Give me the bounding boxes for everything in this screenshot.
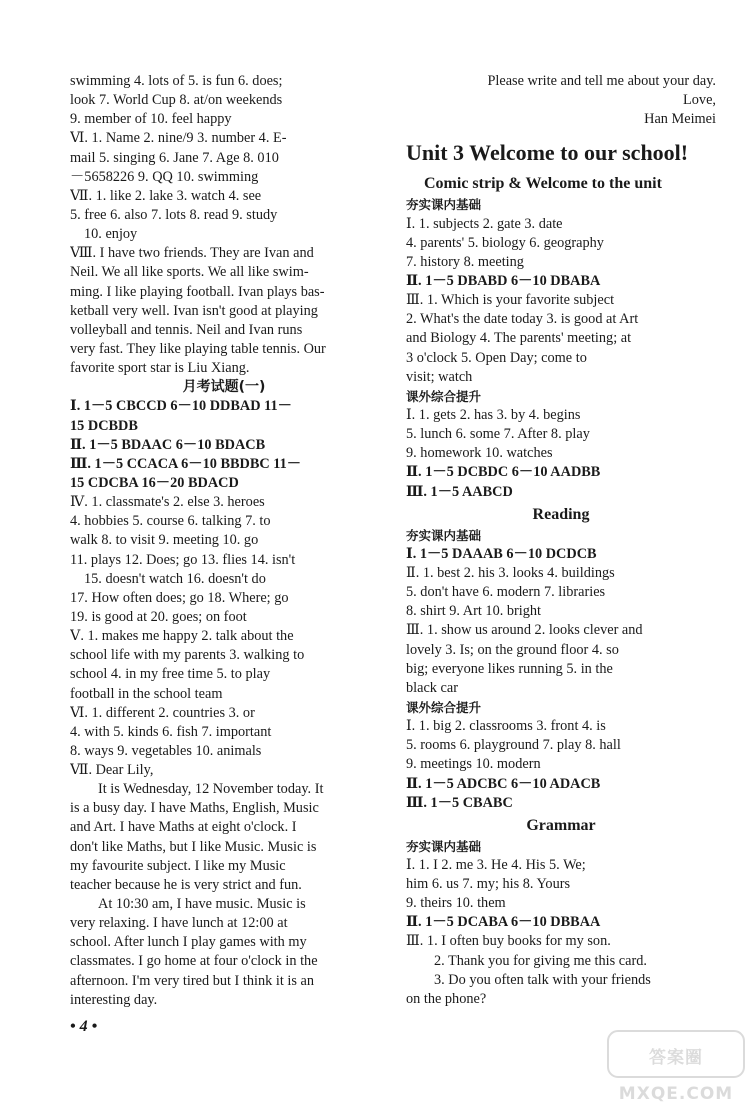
answer-line: 5. free 6. also 7. lots 8. read 9. study [70,206,278,223]
answer-line: Reading [532,505,590,523]
answer-line: 3. Do you often talk with your friends [434,971,651,988]
answer-line: Ⅲ. 1－5 AABCD [406,483,513,500]
answer-line: 4. with 5. kinds 6. fish 7. important [70,723,272,740]
answer-line: Ⅵ. 1. different 2. countries 3. or [70,704,255,721]
answer-line: my favourite subject. I like my Music [70,857,286,874]
left-column [70,72,378,1010]
answer-line: 课外综合提升 [406,388,482,404]
watermark-title: 答案圈 [649,1048,703,1068]
answer-line: very fast. They like playing table tennis. Our [70,340,326,357]
answer-line: school 4. in my free time 5. to play [70,666,271,683]
answer-line: and Biology 4. The parents' meeting; at [406,330,632,347]
answer-line: school. After lunch I play games with my [70,934,307,951]
answer-line: walk 8. to visit 9. meeting 10. go [70,532,259,549]
answer-line: interesting day. [70,991,158,1008]
answer-line: mail 5. singing 6. Jane 7. Age 8. 010 [70,149,279,166]
answer-line: 8. shirt 9. Art 10. bright [406,603,542,620]
answer-line: favorite sport star is Liu Xiang. [70,360,250,377]
answer-line: 5. lunch 6. some 7. After 8. play [406,426,590,443]
answer-line: classmates. I go home at four o'clock in the [70,953,318,970]
answer-line: 课外综合提升 [406,699,482,715]
answer-line: and Art. I have Maths at eight o'clock. I [70,819,297,836]
answer-line: Ⅵ. 1. Name 2. nine/9 3. number 4. E- [70,130,287,147]
answer-line: Ⅰ. 1. big 2. classrooms 3. front 4. is [406,718,606,735]
answer-line: don't like Maths, but I like Music. Music is [70,838,317,855]
answer-line: Ⅲ. 1. Which is your favorite subject [406,292,615,309]
answer-line: ming. I like playing football. Ivan plays bas- [70,283,325,300]
answer-line: 夯实课内基础 [406,527,482,543]
answer-line: 17. How often does; go 18. Where; go [70,589,289,606]
answer-line: Ⅰ. 1－5 DAAAB 6－10 DCDCB [406,545,597,562]
answer-line: 15. doesn't watch 16. doesn't do [84,570,266,587]
answer-line: black car [406,679,458,696]
answer-line: Ⅷ. I have two friends. They are Ivan and [70,245,314,262]
answer-line: 5. rooms 6. playground 7. play 8. hall [406,737,621,754]
answer-line: Ⅱ. 1－5 BDAAC 6－10 BDACB [70,436,266,453]
answer-line: Ⅰ. 1. subjects 2. gate 3. date [406,215,563,232]
answer-line: Ⅲ. 1. show us around 2. looks clever and [406,622,643,639]
answer-line: Ⅰ. 1. gets 2. has 3. by 4. begins [406,406,581,423]
answer-line: look 7. World Cup 8. at/on weekends [70,92,283,109]
answer-line: －5658226 9. QQ 10. swimming [70,168,259,185]
unit-subtitle: Comic strip & Welcome to the unit [424,175,662,193]
answer-line: 夯实课内基础 [406,197,482,213]
answer-line: 9. theirs 10. them [406,895,506,912]
answer-line: school life with my parents 3. walking to [70,647,305,664]
answer-line: visit; watch [406,368,473,385]
letter-line: Love, [683,92,716,109]
answer-line: Ⅰ. 1. I 2. me 3. He 4. His 5. We; [406,856,586,873]
answer-line: him 6. us 7. my; his 8. Yours [406,876,571,893]
answer-line: Ⅲ. 1. I often buy books for my son. [406,933,611,950]
answer-line: 4. hobbies 5. course 6. talking 7. to [70,513,271,530]
answer-line: very relaxing. I have lunch at 12:00 at [70,915,288,932]
watermark-url: MXQE.COM [618,1084,734,1104]
letter-line: Han Meimei [644,111,716,128]
answer-line: ketball very well. Ivan isn't good at playing [70,302,318,319]
answer-line: lovely 3. Is; on the ground floor 4. so [406,641,619,658]
answer-line: teacher because he is very strict and fun. [70,876,302,893]
answer-line: Ⅶ. Dear Lily, [70,762,154,779]
letter-line: Please write and tell me about your day. [487,73,716,89]
answer-line: 15 DCBDB [70,417,138,434]
answer-line: volleyball and tennis. Neil and Ivan runs [70,321,303,338]
answer-line: 9. meetings 10. modern [406,756,541,773]
letter-closing [406,72,716,129]
answer-line: Ⅰ. 1－5 CBCCD 6－10 DDBAD 11－ [70,398,292,415]
answer-line: Ⅲ. 1－5 CCACA 6－10 BBDBC 11－ [70,455,302,472]
answer-line: 9. homework 10. watches [406,445,553,462]
answer-line: swimming 4. lots of 5. is fun 6. does; [70,73,283,89]
answer-line: big; everyone likes running 5. in the [406,660,613,677]
answer-line: Ⅴ. 1. makes me happy 2. talk about the [70,628,294,645]
answer-line: 5. don't have 6. modern 7. libraries [406,584,606,601]
answer-line: 8. ways 9. vegetables 10. animals [70,742,262,759]
answer-line: 3 o'clock 5. Open Day; come to [406,349,587,366]
answer-line: 9. member of 10. feel happy [70,111,232,128]
answer-line: It is Wednesday, 12 November today. It [98,781,324,798]
answer-line: Ⅱ. 1－5 DCBDC 6－10 AADBB [406,464,601,481]
answer-line: 11. plays 12. Does; go 13. flies 14. isn't [70,551,296,568]
answer-line: 4. parents' 5. biology 6. geography [406,234,604,251]
right-column [406,72,716,1009]
answer-line: Grammar [526,816,596,834]
answer-line: 夯实课内基础 [406,838,482,854]
answer-line: 2. Thank you for giving me this card. [434,952,647,969]
page-number: • 4 • [70,1018,98,1035]
answer-line: Neil. We all like sports. We all like swim- [70,264,309,281]
watermark-logo [606,1029,746,1107]
answer-line: afternoon. I'm very tired but I think it is an [70,972,314,989]
answer-line: 月考试题(一) [182,379,266,396]
answer-line: is a busy day. I have Maths, English, Music [70,800,319,817]
answer-line: football in the school team [70,685,223,702]
answer-line: Ⅱ. 1. best 2. his 3. looks 4. buildings [406,564,615,581]
unit-title: Unit 3 Welcome to our school! [406,140,689,166]
answer-line: At 10:30 am, I have music. Music is [98,896,306,913]
answer-line: on the phone? [406,990,487,1007]
answer-line: Ⅳ. 1. classmate's 2. else 3. heroes [70,494,265,511]
answer-line: Ⅱ. 1－5 DBABD 6－10 DBABA [406,272,601,289]
answer-line: Ⅱ. 1－5 DCABA 6－10 DBBAA [406,914,601,931]
answer-line: 10. enjoy [84,226,138,243]
answer-line: 7. history 8. meeting [406,253,524,270]
right-column-body [406,195,716,1009]
answer-line: 19. is good at 20. goes; on foot [70,608,247,625]
answer-line: Ⅶ. 1. like 2. lake 3. watch 4. see [70,187,262,204]
answer-line: 2. What's the date today 3. is good at Art [406,311,639,328]
answer-line: Ⅱ. 1－5 ADCBC 6－10 ADACB [406,775,601,792]
answer-line: 15 CDCBA 16－20 BDACD [70,474,239,491]
answer-line: Ⅲ. 1－5 CBABC [406,794,513,811]
